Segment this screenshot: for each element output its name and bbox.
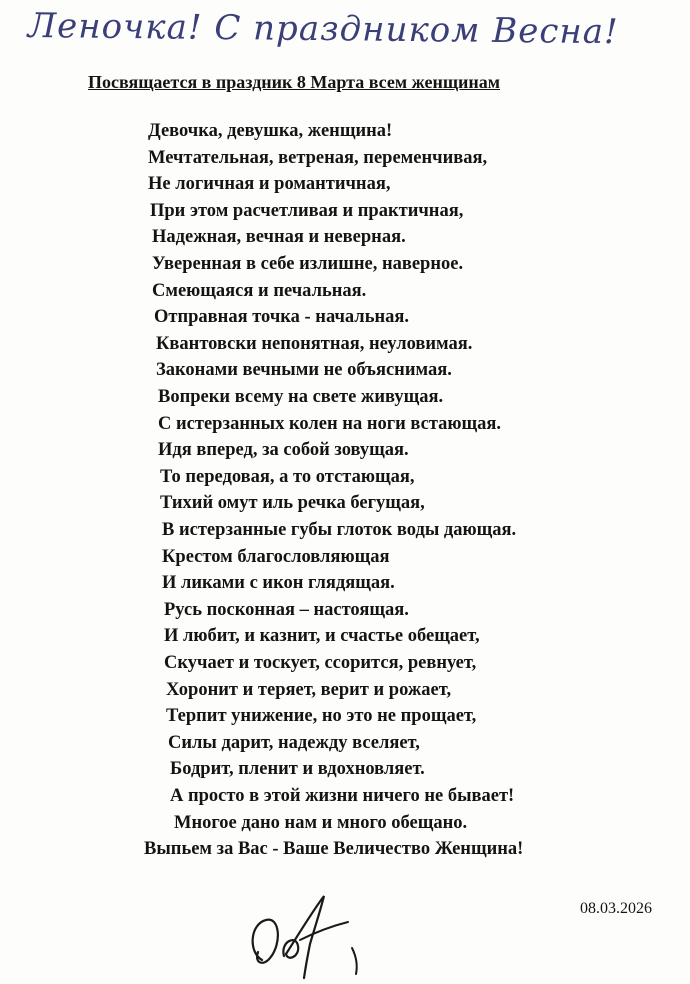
poem-line: Вопреки всему на свете живущая.	[158, 387, 444, 407]
poem-line: И любит, и казнит, и счастье обещает,	[164, 626, 480, 647]
document-title: Посвящается в праздник 8 Марта всем женщинам	[88, 72, 501, 92]
poem-line: В истерзанные губы глоток воды дающая.	[162, 520, 517, 540]
poem-line: Выпьем за Вас - Ваше Величество Женщина!	[144, 839, 524, 860]
poem-line: С истерзанных колен на ноги встающая.	[158, 413, 502, 434]
poem-line: Бодрит, пленит и вдохновляет.	[170, 759, 425, 780]
poem-line: Тихий омут иль речка бегущая,	[160, 493, 425, 514]
poem-line: А просто в этой жизни ничего не бывает!	[170, 786, 515, 806]
poem-line: Идя вперед, за собой зовущая.	[158, 440, 409, 461]
poem-line: Мечтательная, ветреная, переменчивая,	[148, 147, 488, 168]
poem-line: Надежная, вечная и неверная.	[152, 227, 406, 248]
poem-line: Квантовски непонятная, неуловимая.	[156, 333, 473, 354]
poem-line: Хоронит и теряет, верит и рожает,	[166, 679, 452, 700]
poem-line: Не логичная и романтичная,	[148, 174, 391, 195]
date: 08.03.2026	[580, 900, 652, 917]
poem-line: Смеющаяся и печальная.	[152, 280, 367, 301]
poem-line: Крестом благословляющая	[162, 546, 390, 567]
poem-line: Терпит унижение, но это не прощает,	[166, 706, 477, 727]
poem-line: Силы дарит, надежду вселяет,	[168, 732, 420, 753]
poem-line: Девочка, девушка, женщина!	[148, 121, 393, 141]
poem-line: Отправная точка - начальная.	[154, 307, 410, 328]
poem-line: Скучает и тоскует, ссорится, ревнует,	[164, 653, 477, 673]
poem-line: И ликами с икон глядящая.	[162, 573, 395, 594]
poem-line: То передовая, а то отстающая,	[160, 466, 415, 487]
poem-line: Законами вечными не объяснимая.	[156, 360, 452, 381]
poem-line: Уверенная в себе излишне, наверное.	[152, 254, 464, 274]
handwritten-greeting: Леночка! С праздником Весна!	[27, 6, 619, 53]
signature-icon	[240, 882, 380, 982]
poem-line: Русь посконная – настоящая.	[164, 599, 409, 620]
poem-line: При этом расчетливая и практичная,	[150, 200, 464, 221]
poem-line: Многое дано нам и много обещано.	[174, 812, 468, 833]
